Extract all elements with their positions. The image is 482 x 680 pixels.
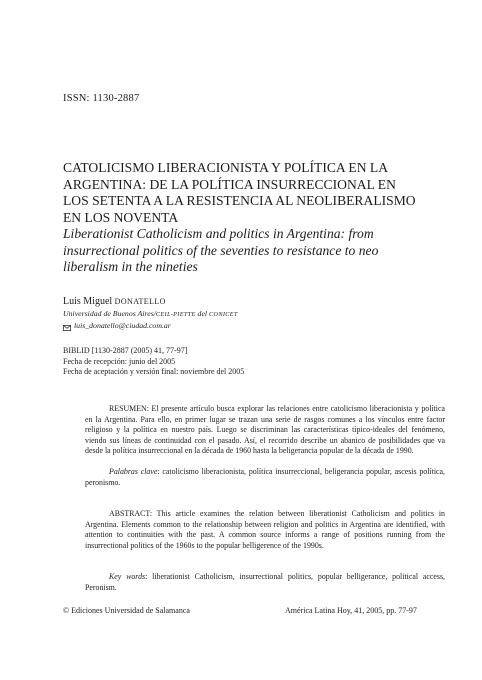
accepted-date: Fecha de aceptación y versión final: noviembre del 2005 bbox=[63, 367, 245, 376]
palabras-clave bbox=[85, 467, 445, 488]
title-line: EN LOS NOVENTA bbox=[63, 209, 179, 225]
footer-citation: América Latina Hoy, 41, 2005, pp. 77-97 bbox=[285, 606, 417, 615]
author-affiliation bbox=[63, 308, 433, 320]
palabras-clave-label: Palabras clave bbox=[109, 467, 158, 476]
affiliation-main: Universidad de Buenos Aires/ bbox=[63, 309, 156, 318]
issn: ISSN: 1130-2887 bbox=[63, 93, 140, 104]
title-line: insurrectional politics of the seventies to resistance to neo bbox=[63, 242, 379, 258]
footer-publisher: © Ediciones Universidad de Salamanca bbox=[63, 606, 190, 615]
author-name bbox=[63, 296, 433, 308]
bibliographic-info bbox=[63, 346, 443, 378]
keywords bbox=[85, 572, 445, 593]
article-title-spanish bbox=[63, 160, 433, 226]
received-date: Fecha de recepción: junio del 2005 bbox=[63, 356, 176, 366]
author-first: Luis Miguel bbox=[63, 296, 115, 307]
affiliation-center: CEIL-PIETTE bbox=[155, 311, 196, 318]
biblid: BIBLID [1130-2887 (2005) 41, 77-97] bbox=[63, 346, 188, 355]
author-email-row bbox=[63, 320, 433, 331]
author-email[interactable]: luis_donatello@ciudad.com.ar bbox=[74, 321, 171, 330]
affiliation-org: CONICET bbox=[209, 311, 238, 318]
title-line: liberalism in the nineties bbox=[63, 259, 198, 274]
keywords-label: Key words bbox=[109, 572, 146, 581]
palabras-clave-paragraph bbox=[85, 467, 445, 488]
title-line: Liberationist Catholicism and politics in Argentina: from bbox=[63, 226, 374, 241]
envelope-icon bbox=[63, 323, 71, 329]
palabras-clave-text: : catolicismo liberacionista, política insurreccional, beligerancia popular, ascesis política, peronismo. bbox=[85, 467, 446, 487]
resumen-paragraph bbox=[85, 404, 445, 457]
article-title-english bbox=[63, 226, 433, 276]
keywords-text: : liberationist Catholicism, insurrectional politics, popular belligerance, political access, Peronism. bbox=[85, 572, 445, 592]
abstract-text: ABSTRACT: This article examines the relation between liberationist Catholicism and politics in Argentina. Elements common to the relationship between religion and politics in Argentina are identified, with attention to continuities with the past. A common source informs a range of positions running from the insurrectional politics of the 1960s to the popular belligerence of the 1990s. bbox=[85, 509, 445, 550]
author-block bbox=[63, 296, 433, 331]
keywords-paragraph bbox=[85, 572, 445, 593]
title-line: LOS SETENTA A LA RESISTENCIA AL NEOLIBERALISMO bbox=[63, 193, 416, 208]
title-line: CATOLICISMO LIBERACIONISTA Y POLÍTICA EN LA bbox=[63, 160, 389, 175]
resumen-text: RESUMEN: El presente artículo busca explorar las relaciones entre catolicismo liberacionista y política en la Argentina. Para ello, en primer lugar se trazan una serie de rasgos comunes a los vínculos entre factor religioso y la política en nuestro país. Luego se discriminan las características típico-ideales del fenómeno, viendo sus líneas de continuidad con el pasado. Así, el recorrido describe un abanico de posibilidades que va desde la política insurreccional en la década de 1960 hasta la beligerancia popular de la década de 1990. bbox=[85, 404, 445, 456]
title-line: ARGENTINA: DE LA POLÍTICA INSURRECCIONAL EN bbox=[63, 176, 396, 192]
author-last: DONATELLO bbox=[114, 297, 166, 306]
abstract-paragraph bbox=[85, 509, 445, 551]
affiliation-mid: del bbox=[195, 309, 210, 318]
